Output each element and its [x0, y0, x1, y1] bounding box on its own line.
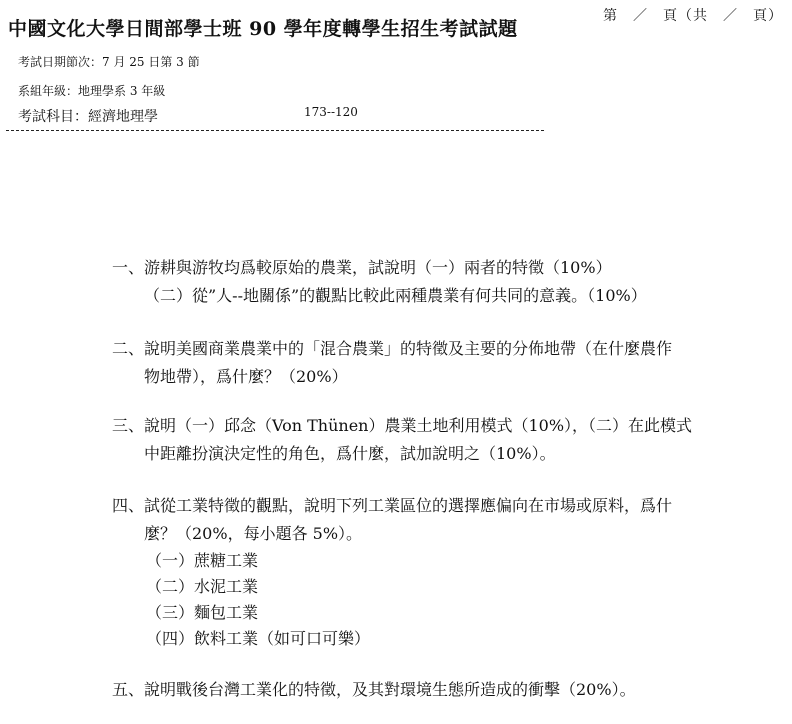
question-4-subitem-2: （二）水泥工業: [146, 577, 259, 596]
question-3: [112, 412, 742, 468]
question-2-line-2: 物地帶），爲什麼？（20%）: [144, 367, 348, 386]
question-5: [112, 676, 742, 704]
question-4-line-2: 麼？（20%，每小題各 5%）。: [144, 524, 363, 543]
question-4-line-1: 四、試從工業特徵的觀點，說明下列工業區位的選擇應偏向在市場或原料，爲什: [112, 496, 673, 515]
question-1: [112, 254, 742, 310]
question-4-subitem-1: （一）蔗糖工業: [146, 551, 259, 570]
exam-subject: 考試科目：經濟地理學: [18, 109, 158, 125]
exam-title: 中國文化大學日間部學士班 90 學年度轉學生招生考試試題: [8, 18, 518, 40]
question-3-line-2: 中距離扮演決定性的角色，爲什麼，試加說明之（10%）。: [144, 444, 556, 463]
question-2-line-1: 二、說明美國商業農業中的「混合農業」的特徵及主要的分佈地帶（在什麼農作: [112, 339, 673, 358]
question-4: [112, 492, 742, 652]
question-3-line-1: 三、說明（一）邱念（Von Thünen）農業土地利用模式（10%），（二）在此模式: [112, 416, 693, 435]
question-4-subitem-3: （三）麵包工業: [146, 603, 259, 622]
department-grade: 系組年級：地理學系 3 年級: [18, 84, 166, 98]
question-2: [112, 335, 742, 391]
exam-code: 173--120: [304, 105, 358, 119]
question-1-line-1: 一、游耕與游牧均爲較原始的農業，試說明（一）兩者的特徵（10%）: [112, 258, 612, 277]
question-5-line-1: 五、說明戰後台灣工業化的特徵，及其對環境生態所造成的衝擊（20%）。: [112, 680, 636, 699]
question-4-subitem-4: （四）飲料工業（如可口可樂）: [146, 629, 371, 648]
page-indicator: 第 ／ 頁（共 ／ 頁）: [603, 8, 783, 24]
question-1-line-2: （二）從”人--地關係”的觀點比較此兩種農業有何共同的意義。（10%）: [144, 286, 647, 305]
header-divider: [6, 130, 544, 131]
exam-date: 考試日期節次：7 月 25 日第 3 節: [18, 55, 200, 69]
